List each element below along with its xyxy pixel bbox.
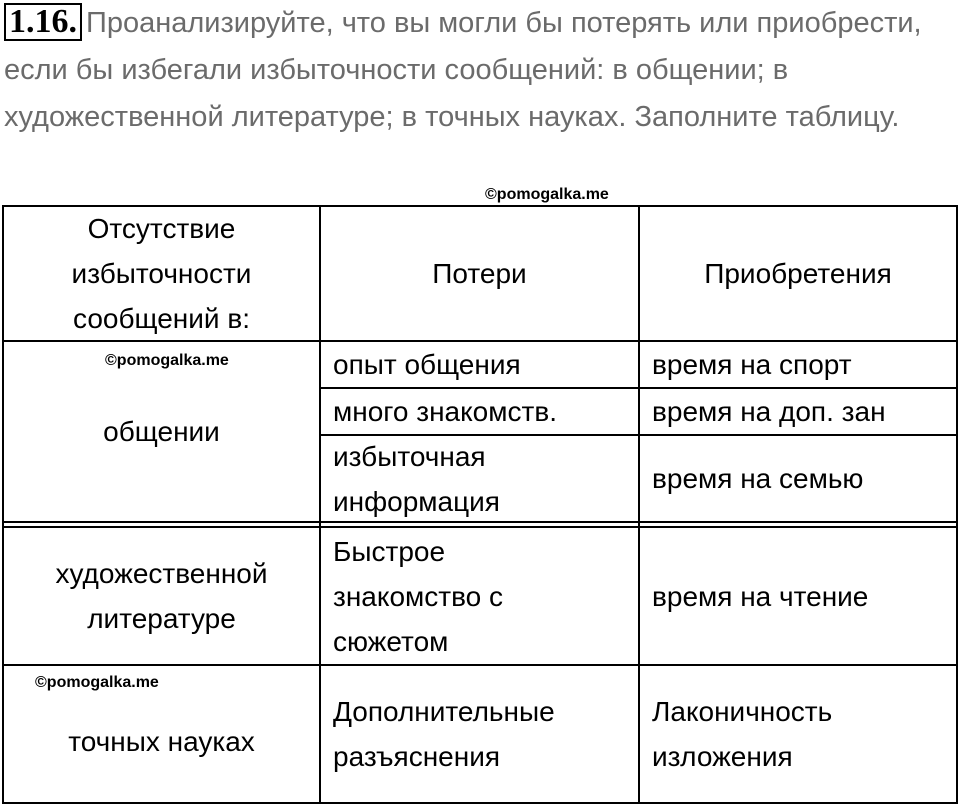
area-cell: общении xyxy=(103,416,220,447)
task-text xyxy=(4,0,954,141)
gain-cell: время на семью xyxy=(652,463,864,494)
watermark: ©pomogalka.me xyxy=(105,352,229,369)
gain-cell: время на доп. зан xyxy=(652,396,886,427)
area-cell: точных науках xyxy=(68,725,255,757)
task-body: Проанализируйте, что вы могли бы потерять или приобрести, если бы избегали избыточности сообщений: в общении; в художественной литературе; в точных науках. Заполните таблицу. xyxy=(4,7,922,133)
loss-cell: Быстрое знакомство с сюжетом xyxy=(333,535,503,657)
loss-cell: много знакомств. xyxy=(333,396,557,427)
gain-cell: Лаконичность изложения xyxy=(652,696,833,772)
loss-cell: Дополнительные разъяснения xyxy=(333,696,555,772)
watermark: ©pomogalka.me xyxy=(35,674,159,691)
gain-cell: время на чтение xyxy=(652,580,869,612)
watermark: ©pomogalka.me xyxy=(485,186,609,203)
area-cell: художественной литературе xyxy=(55,558,268,634)
header-gains: Приобретения xyxy=(704,258,892,289)
loss-cell: опыт общения xyxy=(333,349,521,380)
task-number: 1.16. xyxy=(4,3,82,41)
header-area: Отсутствие избыточности сообщений в: xyxy=(71,213,252,334)
header-losses: Потери xyxy=(432,258,527,289)
gain-cell: время на спорт xyxy=(652,349,852,380)
loss-cell: избыточная информация xyxy=(333,440,500,517)
